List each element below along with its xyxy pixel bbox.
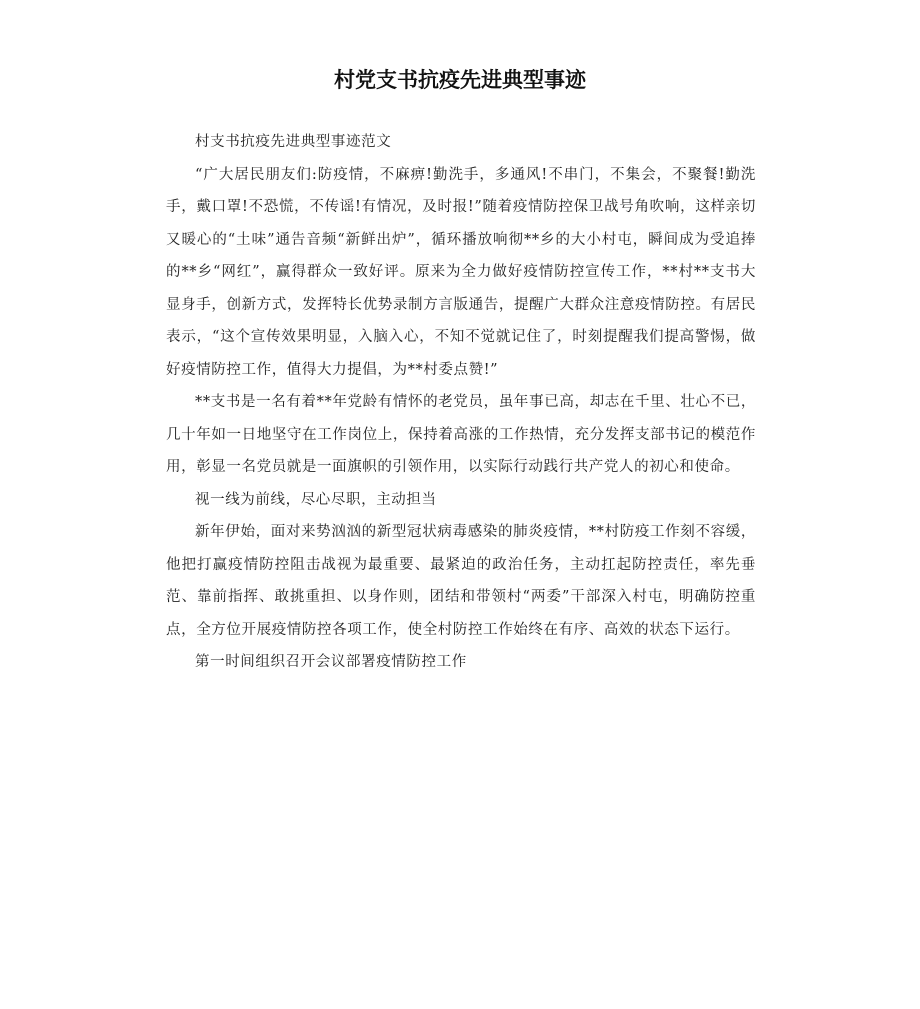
section-heading-meeting: 第一时间组织召开会议部署疫情防控工作 bbox=[195, 654, 467, 670]
paragraph-new-year: 新年伊始，面对来势汹汹的新型冠状病毒感染的肺炎疫情，**村防疫工作刻不容缓，他把打赢疫情防控阻击战视为最重要、最紧迫的政治任务，主动扛起防控责任，率先垂范、靠前指挥、敢挑重担、以身作则，团结和带领村“两委”干部深入村屯，明确防控重点，全方位开展疫情防控各项工作，使全村防控工作始终在有序、高效的状态下运行。 bbox=[166, 524, 756, 638]
document-body bbox=[166, 126, 756, 679]
section-heading-frontline: 视一线为前线，尽心尽职，主动担当 bbox=[195, 491, 437, 508]
paragraph-subtitle: 村支书抗疫先进典型事迹范文 bbox=[195, 134, 392, 150]
document-title: 村党支书抗疫先进典型事迹 bbox=[334, 68, 586, 92]
paragraph-broadcast: “广大居民朋友们:防疫情，不麻痹!勤洗手，多通风!不串门，不集会，不聚餐!勤洗手，戴口罩!不恐慌，不传谣!有情况，及时报!”随着疫情防控保卫战号角吹响，这样亲切又暖心的“土味”通告音频“新鲜出炉”，循环播放响彻**乡的大小村屯，瞬间成为受追捧的**乡“网红”，赢得群众一致好评。原来为全力做好疫情防控宣传工作，**村**支书大显身手，创新方式，发挥特长优势录制方言版通告，提醒广大群众注意疫情防控。有居民表示，“这个宣传效果明显，入脑入心，不知不觉就记住了，时刻提醒我们提高警惕，做好疫情防控工作，值得大力提倡，为**村委点赞!” bbox=[166, 166, 756, 378]
paragraph-party-member: **支书是一名有着**年党龄有情怀的老党员，虽年事已高，却志在千里、壮心不已，几十年如一日地坚守在工作岗位上，保持着高涨的工作热情，充分发挥支部书记的模范作用，彰显一名党员就是一面旗帜的引领作用，以实际行动践行共产党人的初心和使命。 bbox=[166, 394, 756, 475]
